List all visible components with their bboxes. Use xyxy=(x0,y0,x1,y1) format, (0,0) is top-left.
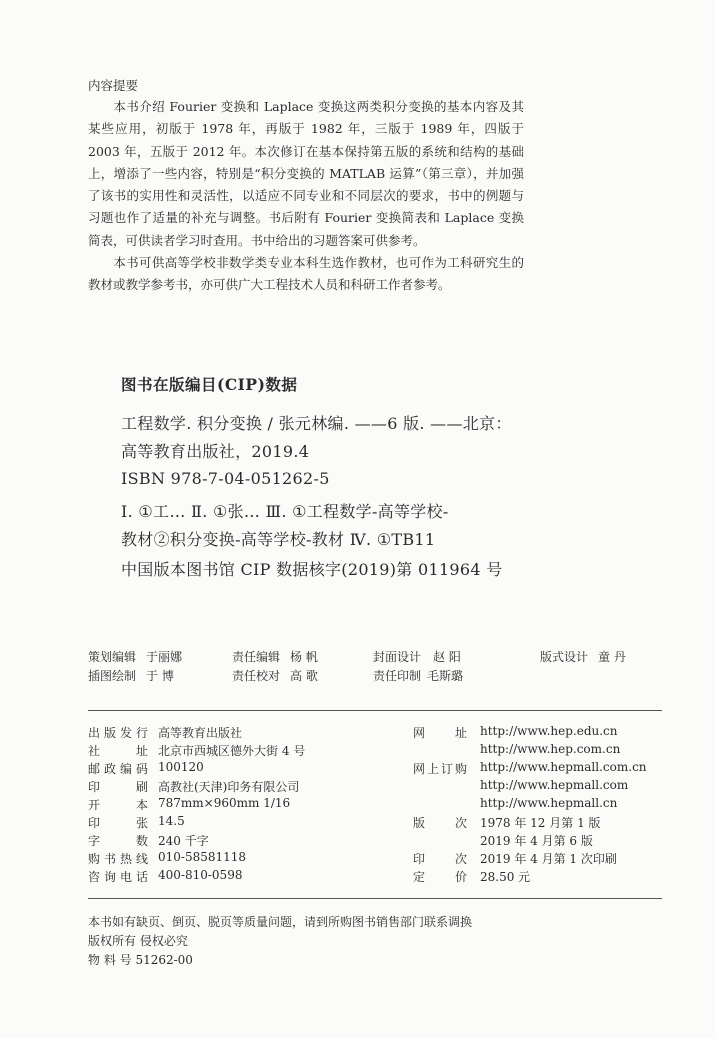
cip-line: ISBN 978-7-04-051262-5 xyxy=(121,469,330,488)
credit-responsible-editor: 责任编辑 杨 帆 xyxy=(232,650,318,664)
cip-line: 高等教育出版社，2019.4 xyxy=(121,442,310,461)
cip-line: 教材②积分变换-高等学校-教材 Ⅳ. ①TB11 xyxy=(121,530,436,549)
credit-cover-design: 封面设计 赵 阳 xyxy=(373,650,461,664)
quality-notice: 本书如有缺页、倒页、脱页等质量问题，请到所购图书销售部门联系调换 xyxy=(88,915,473,929)
publisher-row: 邮政编码 100120 网上订购 http://www.hepmall.com.cn xyxy=(88,760,647,776)
summary-paragraph: 本书可供高等学校非数学类专业本科生选作教材，也可作为工科研究生的教材或教学参考书，亦可供广大工程技术人员和科研工作者参考。 xyxy=(88,255,524,293)
credit-print-supervisor: 责任印制 毛斯璐 xyxy=(373,669,464,683)
cip-line: 中国版本图书馆 CIP 数据核字(2019)第 011964 号 xyxy=(121,560,503,579)
publisher-row: 印刷 高教社(天津)印务有限公司 http://www.hepmall.com xyxy=(88,778,629,794)
summary-paragraph: 本书介绍 Fourier 变换和 Laplace 变换这两类积分变换的基本内容及其某些应用，初版于 1978 年，再版于 1982 年，三版于 1989 年，四版于 2003 年，五版于 2012 年。本次修订在基本保持第五版的系统和结构的基础上，增添了一些内容，特别是“积分变换的 MATLAB 运算”（第三章），并加强了该书的实用性和灵活性，以适应不同专业和不同层次的要求，书中的例题与习题也作了适量的补充与调整。书后附有 Fourier 变换简表和 Laplace 变换简表，可供读者学习时查用。书中给出的习题答案可供参考。 xyxy=(88,99,524,248)
cip-line: Ⅰ. ①工… Ⅱ. ①张… Ⅲ. ①工程数学-高等学校- xyxy=(121,502,449,521)
credit-planning-editor: 策划编辑 于丽娜 xyxy=(88,650,183,664)
publisher-row: 字数 240 千字 2019 年 4 月第 6 版 xyxy=(88,834,593,848)
summary-heading: 内容提要 xyxy=(88,78,139,93)
publisher-row: 出版发行 高等教育出版社 网址 http://www.hep.edu.cn xyxy=(88,724,618,740)
publisher-row: 购书热线 010-58581118 印次 2019 年 4 月第 1 次印刷 xyxy=(88,850,617,866)
credit-illustration: 插图绘制 于 博 xyxy=(88,669,174,683)
cip-line: 工程数学. 积分变换 / 张元林编. ——6 版. ——北京： xyxy=(121,414,512,433)
publisher-row: 印张 14.5 版次 1978 年 12 月第 1 版 xyxy=(88,814,601,830)
summary-text xyxy=(88,96,524,297)
copyright-notice: 版权所有 侵权必究 xyxy=(88,934,188,948)
credit-proofreader: 责任校对 高 歌 xyxy=(232,669,318,683)
publisher-row: 咨询电话 400-810-0598 定价 28.50 元 xyxy=(88,868,531,884)
publisher-row: 社址 北京市西城区德外大街 4 号 http://www.hep.com.cn xyxy=(88,742,621,758)
divider xyxy=(88,710,662,711)
credit-layout-design: 版式设计 童 丹 xyxy=(540,650,626,664)
material-number: 物 料 号 51262-00 xyxy=(88,953,193,967)
publisher-row: 开本 787mm×960mm 1/16 http://www.hepmall.cn xyxy=(88,796,618,812)
cip-heading: 图书在版编目(CIP)数据 xyxy=(121,375,298,394)
divider xyxy=(88,898,662,899)
